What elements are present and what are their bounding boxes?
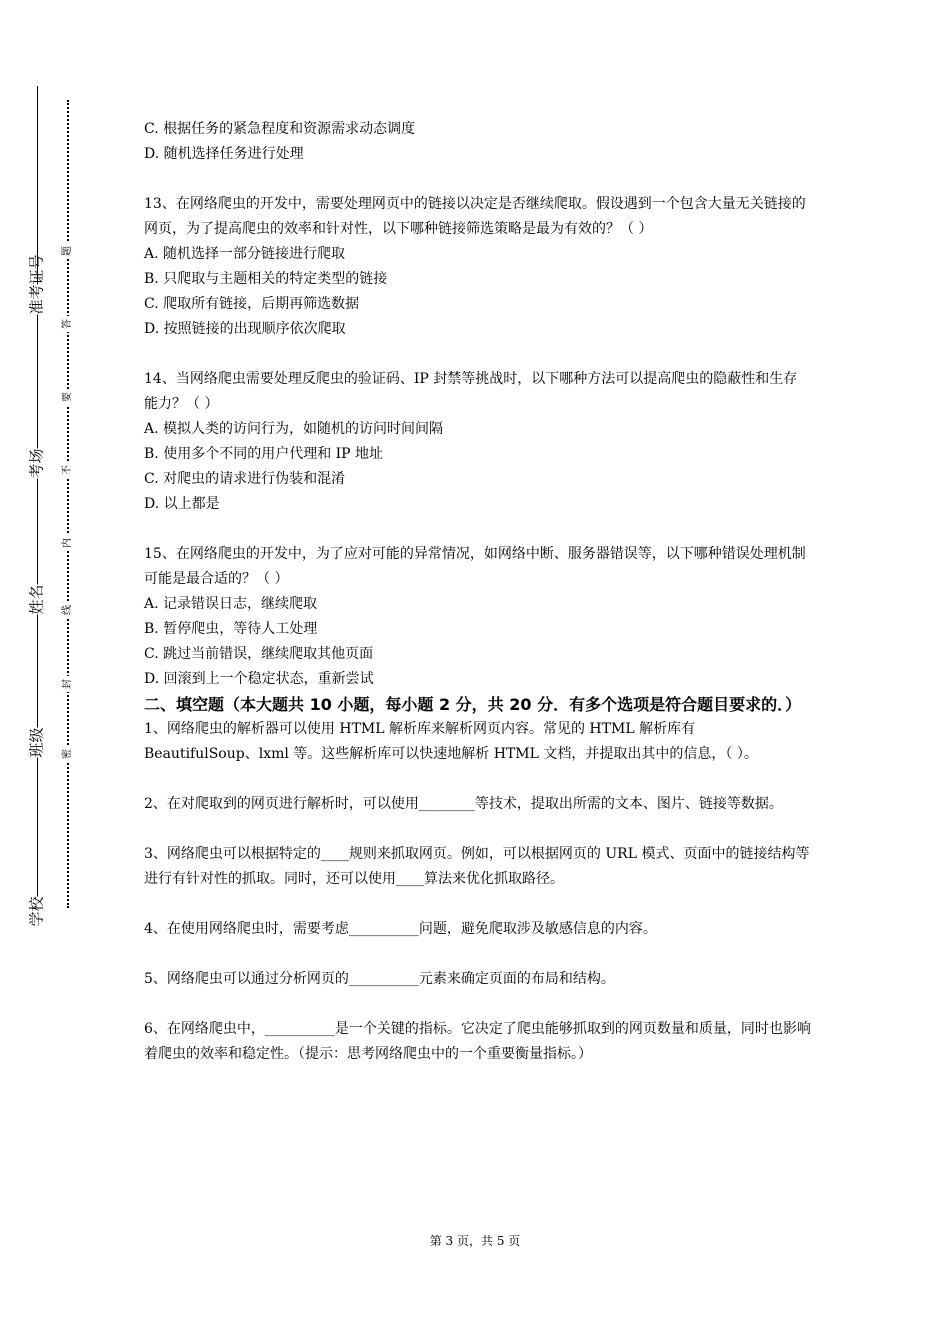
seal-char: 内	[62, 535, 74, 551]
field-label-exam-room: 考场	[27, 448, 46, 479]
fill-blank-item-4: 4、在使用网络爬虫时，需要考虑__________问题，避免爬取涉及敏感信息的内容。	[144, 921, 657, 937]
seal-char: 答	[62, 316, 74, 332]
question-14-option-d: D. 以上都是	[144, 496, 220, 512]
section-2-title: 二、填空题（本大题共 10 小题，每小题 2 分，共 20 分．有多个选项是符合题目要求的．）	[144, 695, 802, 714]
question-13-option-b: B. 只爬取与主题相关的特定类型的链接	[144, 271, 388, 287]
field-label-exam-number: 准考证号	[27, 254, 46, 315]
question-14-option-a: A. 模拟人类的访问行为，如随机的访问时间间隔	[144, 421, 444, 437]
fill-blank-item-3: 3、网络爬虫可以根据特定的____规则来抓取网页。例如，可以根据网页的 URL 模式、页面中的链接结构等进行有针对性的抓取。同时，还可以使用____算法来优化抓取路径。	[144, 846, 810, 887]
question-14-stem: 14、当网络爬虫需要处理反爬虫的验证码、IP 封禁等挑战时，以下哪种方法可以提高爬虫的隐蔽性和生存能力？（ ）	[144, 371, 798, 412]
fill-blank-item-1: 1、网络爬虫的解析器可以使用 HTML 解析库来解析网页内容。常见的 HTML 解析库有 BeautifulSoup、lxml 等。这些解析库可以快速地解析 HTML 文档，并提取出其中的信息，（ ）。	[144, 721, 758, 762]
question-15-stem: 15、在网络爬虫的开发中，为了应对可能的异常情况，如网络中断、服务器错误等，以下哪种错误处理机制可能是最合适的？（ ）	[144, 546, 806, 587]
question-12-option-d: D. 随机选择任务进行处理	[144, 146, 304, 162]
question-15-option-d: D. 回滚到上一个稳定状态，重新尝试	[144, 671, 374, 687]
question-14-option-c: C. 对爬虫的请求进行伪装和混淆	[144, 471, 346, 487]
field-label-name: 姓名	[27, 584, 46, 615]
fill-blank-item-5: 5、网络爬虫可以通过分析网页的__________元素来确定页面的布局和结构。	[144, 971, 615, 987]
seal-char: 封	[62, 676, 74, 692]
question-14-option-b: B. 使用多个不同的用户代理和 IP 地址	[144, 446, 384, 462]
field-label-school: 学校	[27, 896, 46, 927]
question-13-option-c: C. 爬取所有链接，后期再筛选数据	[144, 296, 360, 312]
seal-char: 线	[62, 602, 74, 618]
question-12-option-c: C. 根据任务的紧急程度和资源需求动态调度	[144, 121, 416, 137]
question-15-option-c: C. 跳过当前错误，继续爬取其他页面	[144, 646, 374, 662]
seal-char: 密	[62, 746, 74, 762]
seal-char: 不	[62, 462, 74, 478]
seal-char: 要	[62, 389, 74, 405]
fill-blank-item-6: 6、在网络爬虫中，__________是一个关键的指标。它决定了爬虫能够抓取到的网页数量和质量，同时也影响着爬虫的效率和稳定性。（提示：思考网络爬虫中的一个重要衡量指标。）	[144, 1021, 811, 1062]
binding-line-solid	[37, 86, 38, 918]
question-13-stem: 13、在网络爬虫的开发中，需要处理网页中的链接以决定是否继续爬取。假设遇到一个包含大量无关链接的网页，为了提高爬虫的效率和针对性，以下哪种链接筛选策略是最为有效的？（ ）	[144, 196, 806, 237]
fill-blank-item-2: 2、在对爬取到的网页进行解析时，可以使用________等技术，提取出所需的文本、图片、链接等数据。	[144, 796, 783, 812]
question-15-option-a: A. 记录错误日志，继续爬取	[144, 596, 318, 612]
question-13-option-d: D. 按照链接的出现顺序依次爬取	[144, 321, 346, 337]
question-13-option-a: A. 随机选择一部分链接进行爬取	[144, 246, 346, 262]
binding-line-dotted	[67, 100, 69, 908]
exam-content	[144, 117, 811, 1067]
seal-char: 题	[62, 243, 74, 259]
field-label-class: 班级	[27, 727, 46, 758]
question-15-option-b: B. 暂停爬虫，等待人工处理	[144, 621, 318, 637]
page-footer: 第 3 页，共 5 页	[429, 1234, 521, 1248]
